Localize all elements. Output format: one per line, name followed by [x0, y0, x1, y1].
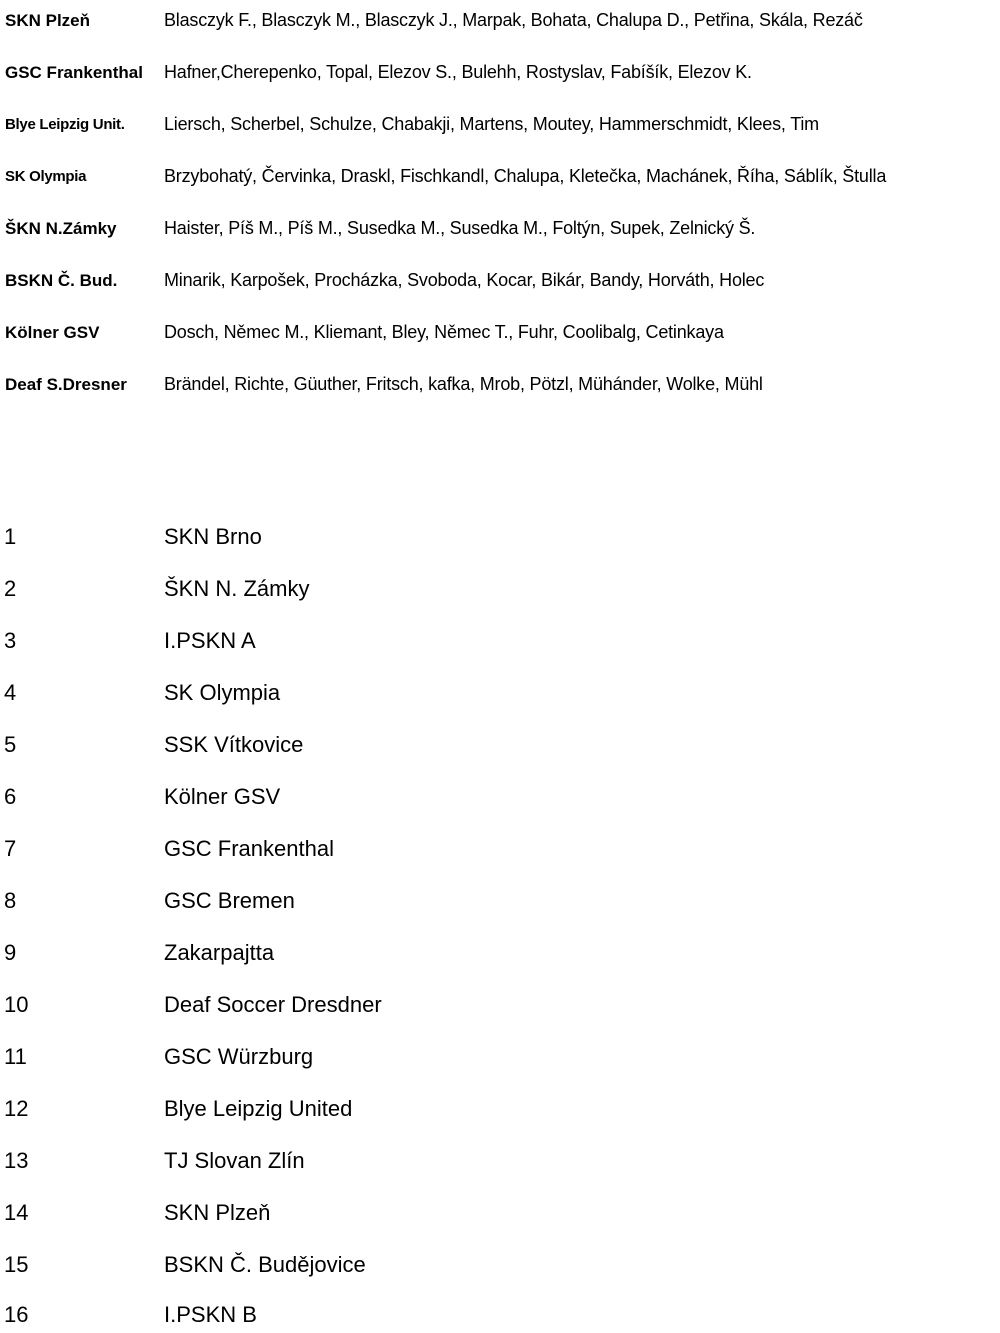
roster-players: Minarik, Karpošek, Procházka, Svoboda, Kocar, Bikár, Bandy, Horváth, Holec [164, 270, 765, 290]
roster-team: SK Olympia [5, 168, 87, 185]
roster-players: Brändel, Richte, Güuther, Fritsch, kafka, Mrob, Pötzl, Mühánder, Wolke, Mühl [164, 374, 763, 394]
roster-team: Blye Leipzig Unit. [5, 116, 125, 133]
standing-team: SKN Plzeň [164, 1200, 271, 1225]
standing-rank: 7 [4, 836, 17, 861]
standing-row [0, 831, 1000, 867]
standing-row [0, 1297, 1000, 1333]
standing-row [0, 987, 1000, 1023]
roster-players: Liersch, Scherbel, Schulze, Chabakji, Martens, Moutey, Hammerschmidt, Klees, Tim [164, 114, 819, 134]
standing-rank: 4 [4, 680, 17, 705]
standing-row [0, 935, 1000, 971]
standing-rank: 11 [4, 1044, 27, 1069]
standing-row [0, 1143, 1000, 1179]
standing-rank: 1 [4, 524, 17, 549]
standing-team: Blye Leipzig United [164, 1096, 353, 1121]
roster-players: Hafner,Cherepenko, Topal, Elezov S., Bulehh, Rostyslav, Fabíšík, Elezov K. [164, 62, 752, 82]
standing-team: SKN Brno [164, 524, 262, 549]
standing-row [0, 1091, 1000, 1127]
roster-players: Blasczyk F., Blasczyk M., Blasczyk J., Marpak, Bohata, Chalupa D., Petřina, Skála, Rezáč [164, 10, 863, 30]
standing-rank: 6 [4, 784, 17, 809]
standing-team: TJ Slovan Zlín [164, 1148, 305, 1173]
standing-row [0, 883, 1000, 919]
standing-rank: 14 [4, 1200, 29, 1225]
standing-rank: 12 [4, 1096, 29, 1121]
standing-row [0, 519, 1000, 555]
standing-row [0, 571, 1000, 607]
roster-row [0, 4, 1000, 34]
roster-row [0, 264, 1000, 294]
roster-row [0, 316, 1000, 346]
standing-team: Deaf Soccer Dresdner [164, 992, 382, 1017]
roster-row [0, 160, 1000, 190]
standing-rank: 10 [4, 992, 29, 1017]
standing-rank: 9 [4, 940, 17, 965]
standing-row [0, 675, 1000, 711]
standing-team: SSK Vítkovice [164, 732, 304, 757]
standing-row [0, 727, 1000, 763]
standing-rank: 16 [4, 1302, 29, 1327]
roster-players: Dosch, Němec M., Kliemant, Bley, Němec T., Fuhr, Coolibalg, Cetinkaya [164, 322, 724, 342]
standing-team: Kölner GSV [164, 784, 281, 809]
standing-rank: 15 [4, 1252, 29, 1277]
roster-team: SKN Plzeň [5, 11, 91, 30]
standing-team: GSC Würzburg [164, 1044, 314, 1069]
standing-row [0, 779, 1000, 815]
standing-team: I.PSKN B [164, 1302, 257, 1327]
roster-players: Brzybohatý, Červinka, Draskl, Fischkandl, Chalupa, Kletečka, Machánek, Říha, Sáblík, Štulla [164, 166, 887, 186]
roster-row [0, 56, 1000, 86]
standing-team: BSKN Č. Budějovice [164, 1252, 366, 1277]
roster-team: GSC Frankenthal [5, 63, 143, 82]
roster-team: Deaf S.Dresner [5, 375, 127, 394]
standing-row [0, 1039, 1000, 1075]
standing-row [0, 623, 1000, 659]
standing-rank: 2 [4, 576, 17, 601]
roster-team: BSKN Č. Bud. [5, 271, 118, 290]
standing-row [0, 1195, 1000, 1231]
roster-row [0, 108, 1000, 138]
standing-rank: 13 [4, 1148, 29, 1173]
standing-team: GSC Frankenthal [164, 836, 334, 861]
standing-team: Zakarpajtta [164, 940, 275, 965]
standing-rank: 8 [4, 888, 17, 913]
roster-team: Kölner GSV [5, 323, 100, 342]
standing-rank: 5 [4, 732, 17, 757]
roster-row [0, 212, 1000, 242]
standing-team: ŠKN N. Zámky [164, 576, 310, 601]
standing-row [0, 1247, 1000, 1283]
standing-rank: 3 [4, 628, 17, 653]
standing-team: SK Olympia [164, 680, 281, 705]
roster-team: ŠKN N.Zámky [5, 219, 117, 238]
roster-row [0, 368, 1000, 398]
standing-team: I.PSKN A [164, 628, 256, 653]
roster-players: Haister, Píš M., Píš M., Susedka M., Susedka M., Foltýn, Supek, Zelnický Š. [164, 218, 756, 238]
standing-team: GSC Bremen [164, 888, 295, 913]
